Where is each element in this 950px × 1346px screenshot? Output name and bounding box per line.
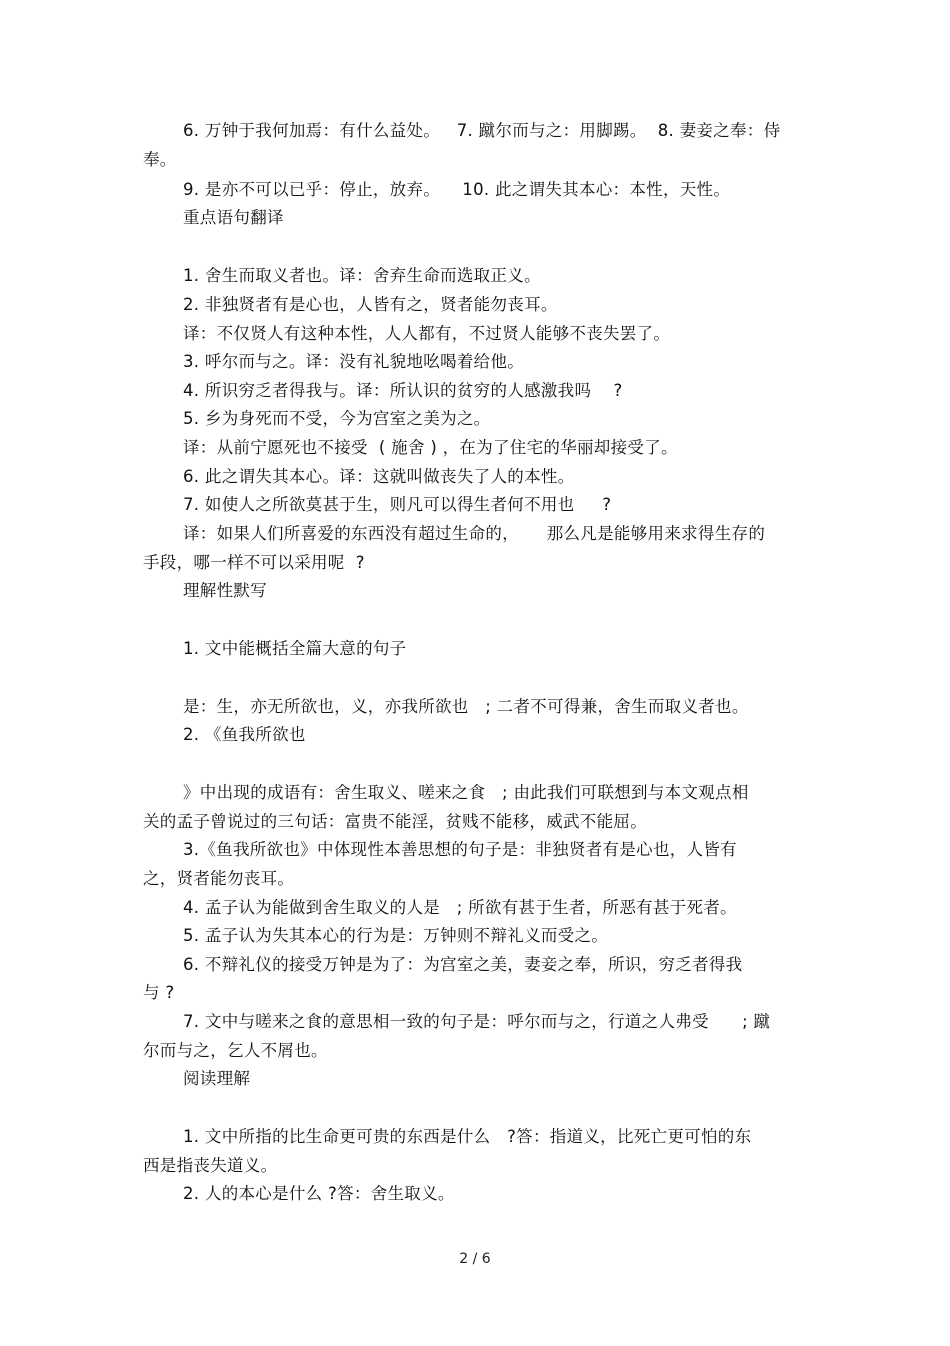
page-number: 2 / 6 (459, 1251, 491, 1267)
text-line: 2. 非独贤者有是心也，人皆有之，贤者能勿丧耳。 (183, 295, 558, 314)
text-line: 2. 人的本心是什么 ?答：舍生取义。 (183, 1184, 455, 1203)
text-line: 6. 此之谓失其本心。译：这就叫做丧失了人的本性。 (183, 467, 575, 486)
text-line: 9. 是亦不可以已乎：停止，放弃。 10. 此之谓失其本心：本性，天性。 (183, 180, 731, 199)
text-line: 与 ? (143, 983, 175, 1002)
text-line: 7. 文中与嗟来之食的意思相一致的句子是：呼尔而与之，行道之人弗受 ; 蹴 (183, 1012, 771, 1031)
text-line: 5. 孟子认为失其本心的行为是：万钟则不辩礼义而受之。 (183, 926, 609, 945)
text-line: 译：从前宁愿死也不接受 ( 施舍 ) ，在为了住宅的华丽却接受了。 (183, 438, 678, 457)
text-line: 译：不仅贤人有这种本性，人人都有，不过贤人能够不丧失罢了。 (183, 324, 671, 343)
text-line: 4. 孟子认为能做到舍生取义的人是 ; 所欲有甚于生者，所恶有甚于死者。 (183, 898, 737, 917)
text-line: 4. 所识穷乏者得我与。译：所认识的贫穷的人感激我吗 ? (183, 381, 623, 400)
text-line: 2. 《鱼我所欲也 (183, 725, 306, 744)
text-line: 1. 文中能概括全篇大意的句子 (183, 639, 407, 658)
text-line: 西是指丧失道义。 (143, 1156, 278, 1175)
text-line: 之，贤者能勿丧耳。 (143, 869, 295, 888)
section-heading: 重点语句翻译 (183, 208, 284, 227)
text-line: 是：生，亦无所欲也，义，亦我所欲也 ; 二者不可得兼，舍生而取义者也。 (183, 697, 749, 716)
text-line: 尔而与之，乞人不屑也。 (143, 1041, 328, 1060)
section-heading: 阅读理解 (183, 1069, 251, 1088)
text-line: 奉。 (143, 150, 177, 169)
text-line: 6. 万钟于我何加焉：有什么益处。 7. 蹴尔而与之：用脚踢。 8. 妻妾之奉：侍 (183, 121, 781, 140)
text-line: 1. 舍生而取义者也。译：舍弃生命而选取正义。 (183, 266, 541, 285)
text-line: 》中出现的成语有：舍生取义、嗟来之食 ; 由此我们可联想到与本文观点相 (183, 783, 749, 802)
text-line: 7. 如使人之所欲莫甚于生，则凡可以得生者何不用也 ? (183, 495, 612, 514)
text-line: 5. 乡为身死而不受，今为宫室之美为之。 (183, 409, 491, 428)
text-line: 关的孟子曾说过的三句话：富贵不能淫，贫贱不能移，威武不能屈。 (143, 812, 647, 831)
text-line: 1. 文中所指的比生命更可贵的东西是什么 ?答：指道义，比死亡更可怕的东 (183, 1127, 752, 1146)
text-line: 3. 呼尔而与之。译：没有礼貌地吆喝着给他。 (183, 352, 525, 371)
text-line: 3.《鱼我所欲也》中体现性本善思想的句子是：非独贤者有是心也，人皆有 (183, 840, 737, 859)
text-line: 6. 不辩礼仪的接受万钟是为了：为宫室之美，妻妾之奉，所识，穷乏者得我 (183, 955, 743, 974)
text-line: 手段，哪一样不可以采用呢 ? (143, 553, 365, 572)
text-line: 译：如果人们所喜爱的东西没有超过生命的， 那么凡是能够用来求得生存的 (183, 524, 766, 543)
section-heading: 理解性默写 (183, 581, 267, 600)
